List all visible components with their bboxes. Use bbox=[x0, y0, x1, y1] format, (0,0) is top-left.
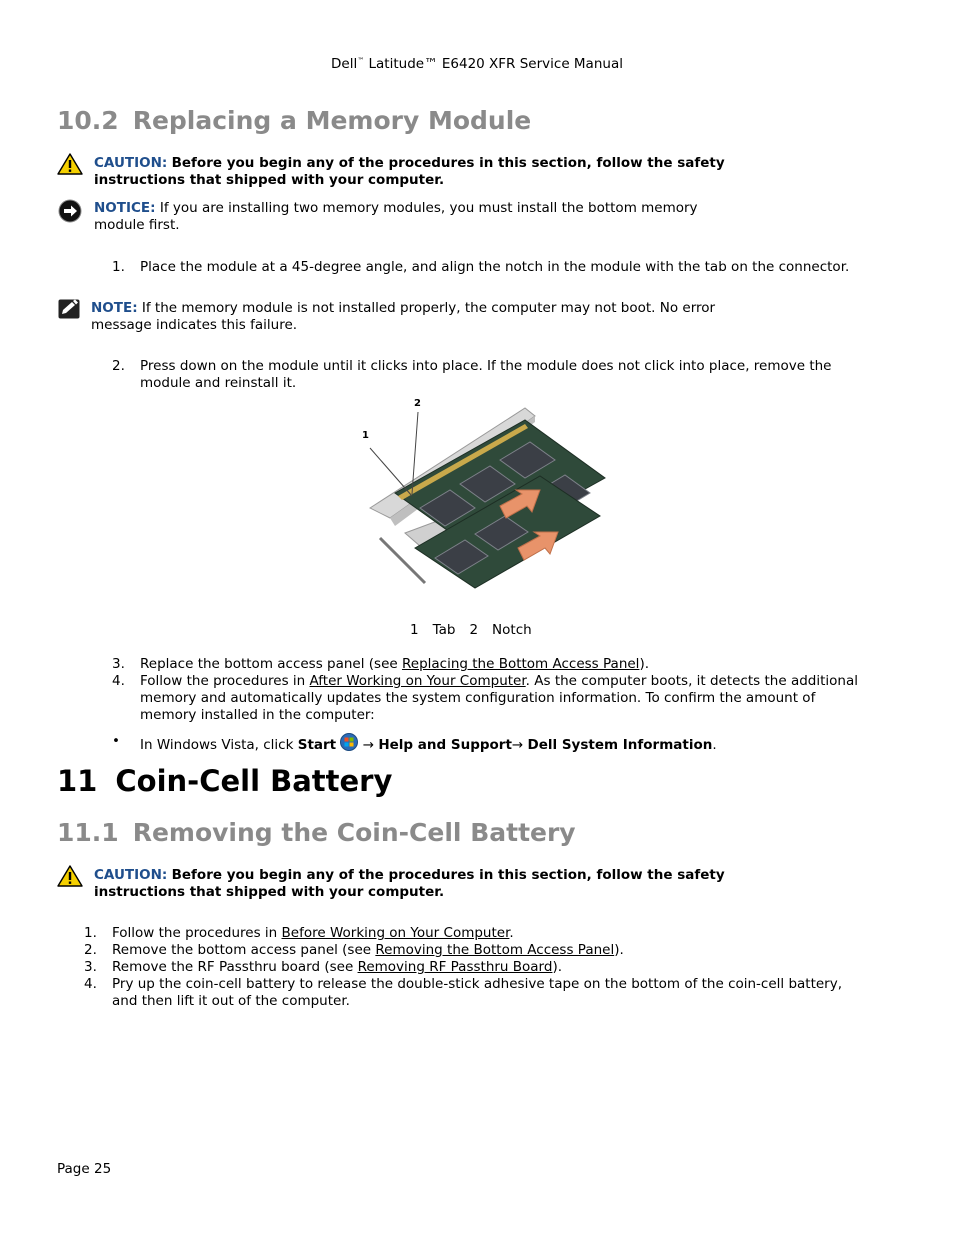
list-item bbox=[112, 673, 932, 724]
list-text: Remove the bottom access panel (see bbox=[112, 942, 376, 958]
notice-text: If you are installing two memory modules, you must install the bottom memory bbox=[159, 200, 698, 216]
note-text-2: message indicates this failure. bbox=[91, 317, 298, 333]
list-text-cont: . As the computer boots, it detects the additional bbox=[525, 673, 858, 689]
list-text-end: ). bbox=[552, 959, 563, 975]
caption-number: 1 bbox=[410, 622, 419, 638]
list-text: Follow the procedures in bbox=[140, 673, 310, 689]
list-text-2: module and reinstall it. bbox=[140, 375, 297, 391]
caution-text-2: instructions that shipped with your computer. bbox=[94, 172, 445, 188]
list-item bbox=[84, 976, 924, 1010]
page-number: Page 25 bbox=[57, 1161, 112, 1177]
list-number: 2. bbox=[112, 358, 125, 374]
after-working-link[interactable]: After Working on Your Computer bbox=[309, 673, 526, 689]
caution-block bbox=[94, 155, 794, 189]
caution-text-2: instructions that shipped with your computer. bbox=[94, 884, 445, 900]
section-title: Replacing a Memory Module bbox=[132, 106, 532, 135]
list-text: Pry up the coin-cell battery to release the double-stick adhesive tape on the bottom of the coin-cell battery, bbox=[112, 976, 843, 992]
list-text: Replace the bottom access panel (see bbox=[140, 656, 402, 672]
note-block bbox=[91, 300, 811, 334]
removing-rf-passthru-board-link[interactable]: Removing RF Passthru Board bbox=[357, 959, 553, 975]
caution-text: Before you begin any of the procedures in this section, follow the safety bbox=[171, 155, 725, 171]
section-heading-11-1 bbox=[57, 818, 576, 847]
list-item bbox=[84, 942, 904, 959]
header-title: Latitude™ E6420 XFR Service Manual bbox=[364, 56, 623, 72]
header-brand: Dell bbox=[331, 56, 358, 72]
header-tm: ™ bbox=[357, 56, 365, 65]
chapter-title: Coin-Cell Battery bbox=[115, 764, 393, 798]
notice-text-2: module first. bbox=[94, 217, 180, 233]
list-text-2: and then lift it out of the computer. bbox=[112, 993, 350, 1009]
list-text: Follow the procedures in bbox=[112, 925, 282, 941]
figure-callout-2: 2 bbox=[414, 398, 421, 409]
memory-module-figure bbox=[350, 398, 610, 606]
section-number: 11.1 bbox=[57, 818, 119, 847]
caption-number: 2 bbox=[469, 622, 479, 638]
caption-label: Tab bbox=[432, 622, 456, 638]
help-support-label: Help and Support bbox=[378, 737, 512, 753]
notice-label: NOTICE: bbox=[94, 200, 156, 216]
figure-callout-1: 1 bbox=[362, 430, 369, 441]
caution-label: CAUTION: bbox=[94, 155, 168, 171]
list-number: 3. bbox=[112, 656, 125, 672]
note-text: If the memory module is not installed properly, the computer may not boot. No error bbox=[141, 300, 716, 316]
list-number: 4. bbox=[112, 673, 125, 689]
figure-caption bbox=[410, 622, 546, 638]
list-item bbox=[84, 959, 904, 976]
bullet-end: . bbox=[712, 737, 717, 753]
bullet-dot: • bbox=[112, 733, 120, 749]
before-working-link[interactable]: Before Working on Your Computer bbox=[281, 925, 510, 941]
list-number: 3. bbox=[84, 959, 97, 975]
list-item bbox=[112, 656, 912, 673]
section-number: 10.2 bbox=[57, 106, 119, 135]
list-text: Place the module at a 45-degree angle, and align the notch in the module with the tab on the connector. bbox=[140, 259, 850, 275]
running-header bbox=[0, 56, 954, 72]
caution-block bbox=[94, 867, 794, 901]
bullet-text: In Windows Vista, click bbox=[140, 737, 298, 753]
list-text-end: . bbox=[509, 925, 514, 941]
replacing-bottom-access-panel-link[interactable]: Replacing the Bottom Access Panel bbox=[401, 656, 640, 672]
caution-label: CAUTION: bbox=[94, 867, 168, 883]
removing-bottom-access-panel-link[interactable]: Removing the Bottom Access Panel bbox=[375, 942, 615, 958]
start-label: Start bbox=[297, 737, 337, 753]
windows-start-orb-icon bbox=[340, 733, 358, 751]
caption-label: Notch bbox=[492, 622, 532, 638]
list-item bbox=[112, 358, 912, 392]
warning-triangle-icon bbox=[57, 865, 83, 891]
note-label: NOTE: bbox=[91, 300, 138, 316]
notice-block bbox=[94, 200, 794, 234]
list-text: Press down on the module until it clicks into place. If the module does not click into place, remove the bbox=[140, 358, 832, 374]
list-text: Remove the RF Passthru board (see bbox=[112, 959, 358, 975]
note-pencil-icon bbox=[58, 299, 80, 323]
arrow-separator: → bbox=[511, 737, 528, 753]
list-text-end: ). bbox=[639, 656, 649, 672]
section-heading-10-2 bbox=[57, 106, 531, 135]
list-number: 2. bbox=[84, 942, 97, 958]
notice-arrow-icon bbox=[58, 199, 82, 227]
list-number: 1. bbox=[112, 259, 125, 275]
list-number: 4. bbox=[84, 976, 97, 992]
caution-text: Before you begin any of the procedures in this section, follow the safety bbox=[171, 867, 725, 883]
list-text-end: ). bbox=[614, 942, 624, 958]
dell-system-info-label: Dell System Information bbox=[527, 737, 713, 753]
list-text-3: memory installed in the computer: bbox=[140, 707, 375, 723]
list-number: 1. bbox=[84, 925, 97, 941]
section-title: Removing the Coin-Cell Battery bbox=[132, 818, 576, 847]
list-item bbox=[84, 925, 904, 942]
warning-triangle-icon bbox=[57, 153, 83, 179]
list-text-2: memory and automatically updates the system configuration information. To confirm the amount of bbox=[140, 690, 816, 706]
arrow-separator: → bbox=[358, 737, 379, 753]
chapter-heading-11 bbox=[57, 764, 392, 798]
chapter-number: 11 bbox=[57, 764, 98, 798]
bullet-item bbox=[112, 733, 912, 754]
